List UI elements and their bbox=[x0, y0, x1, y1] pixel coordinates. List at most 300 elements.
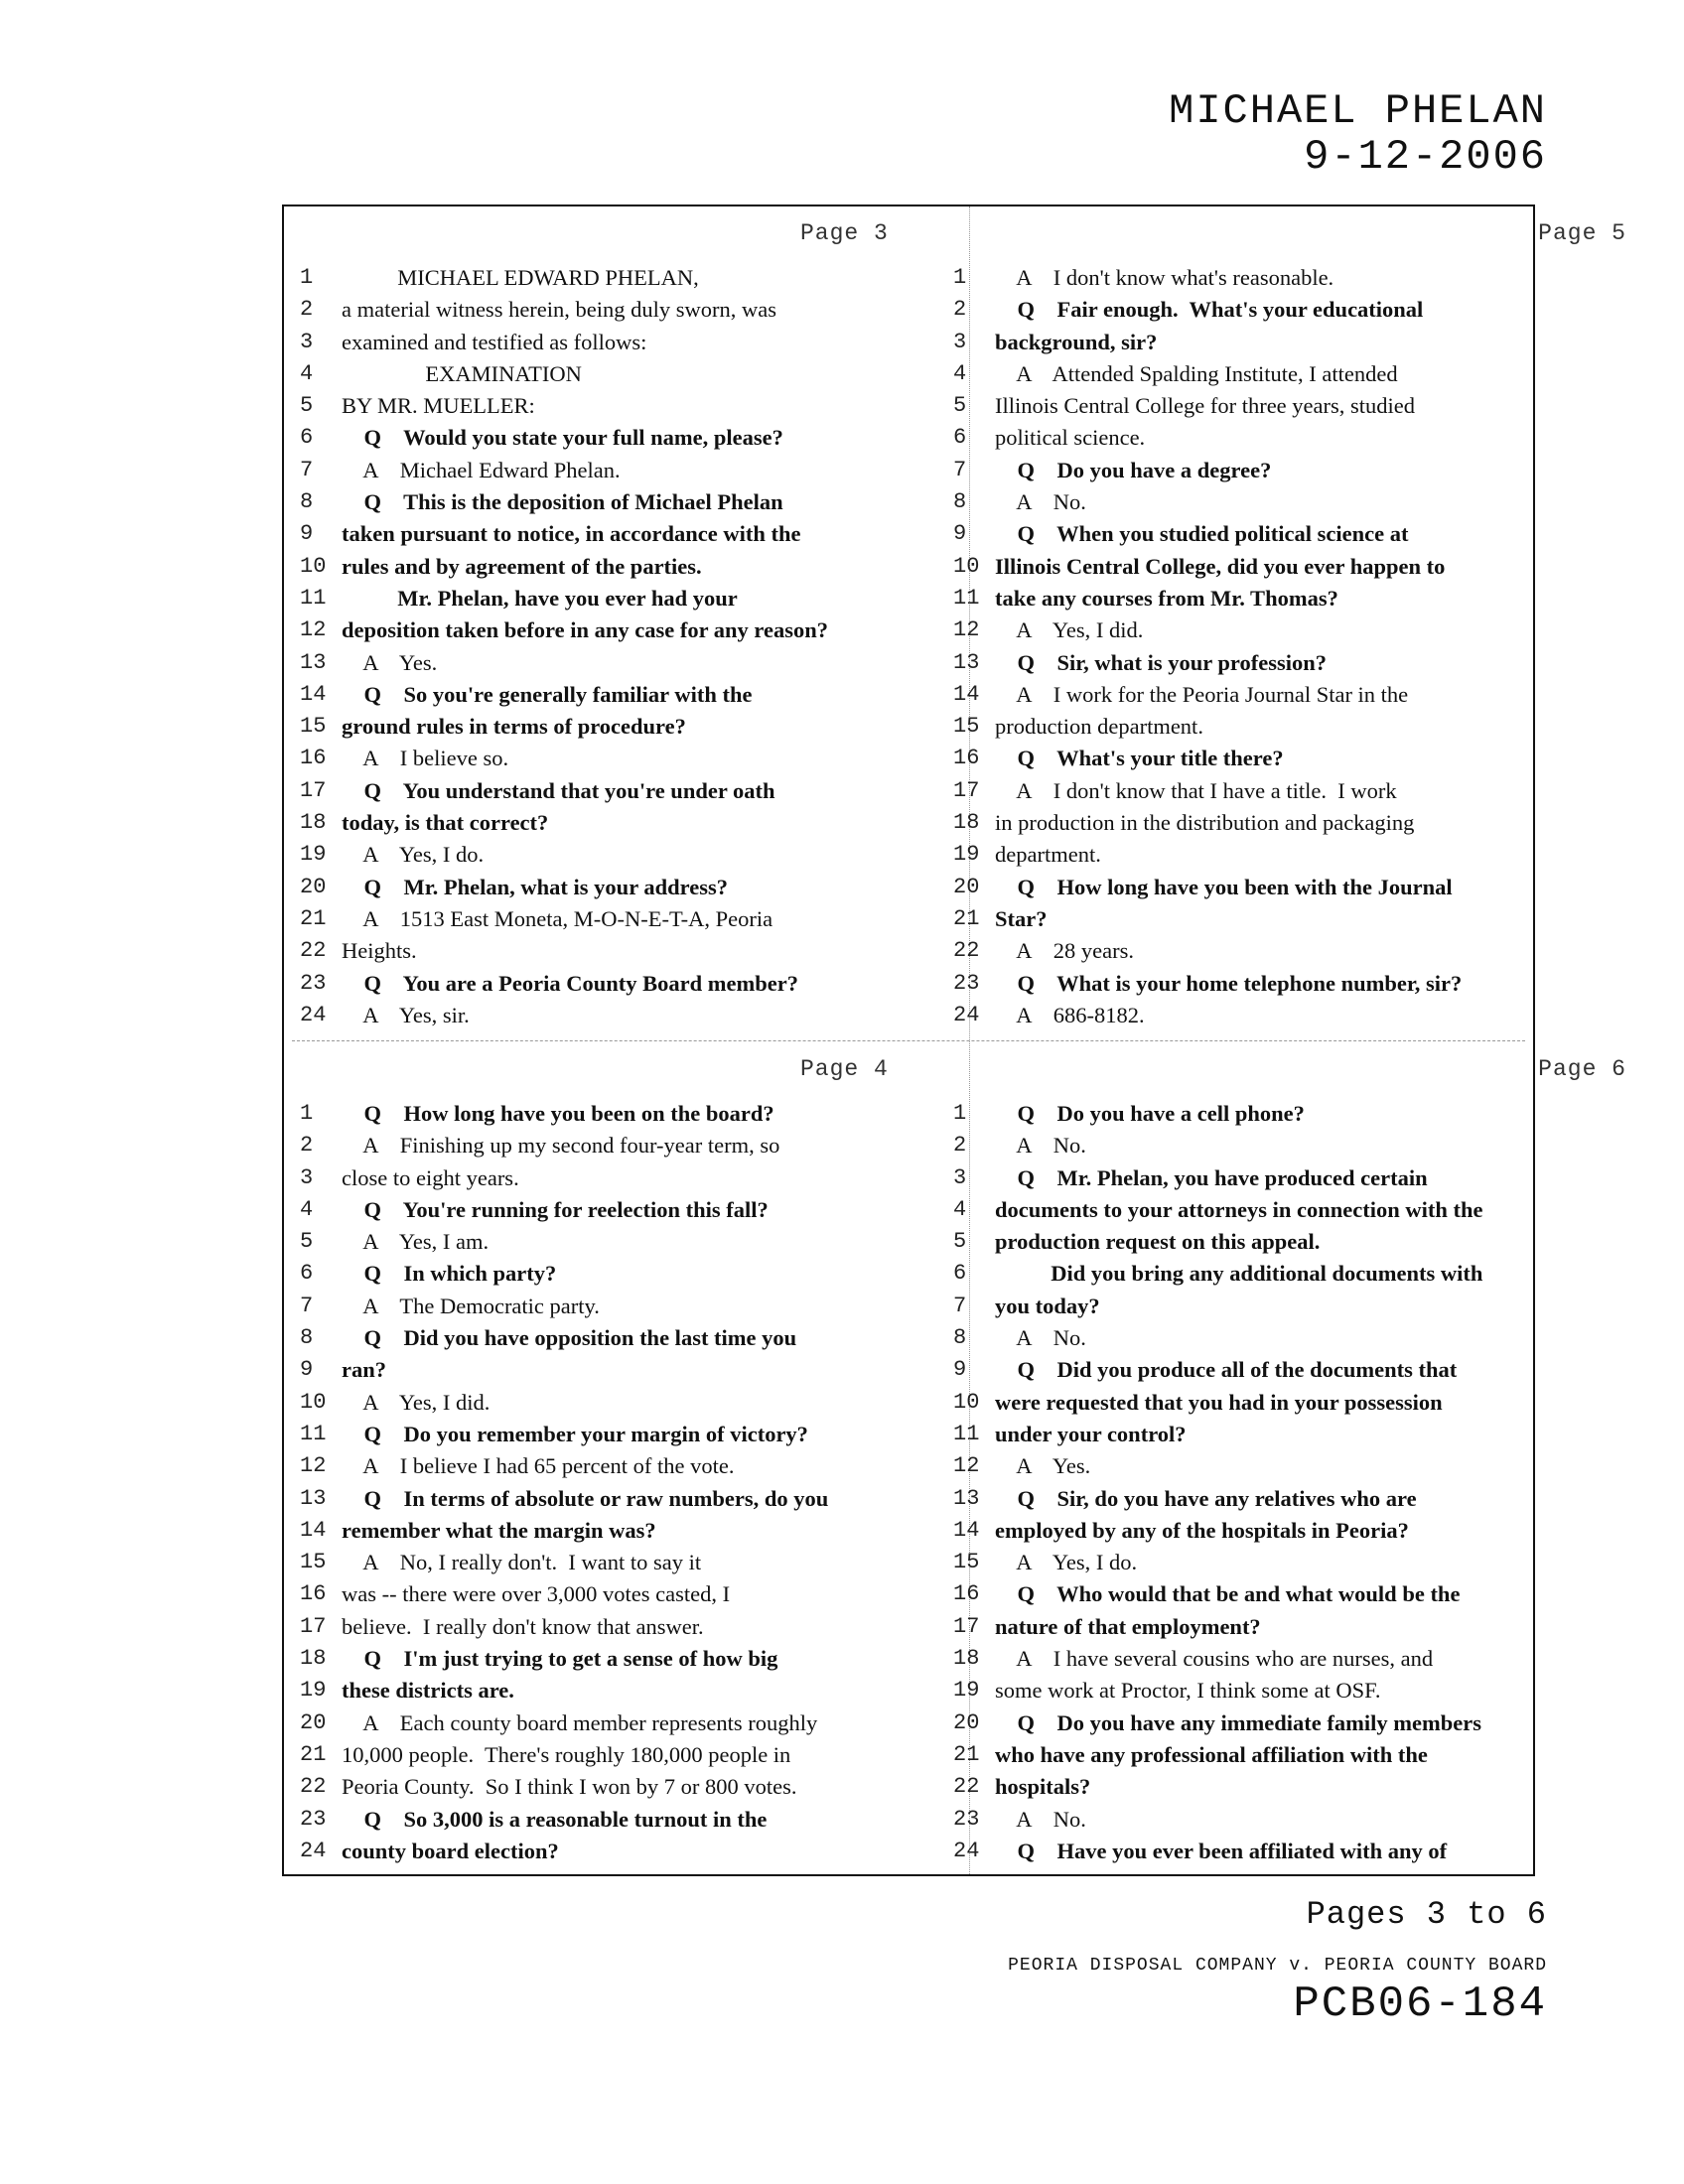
transcript-line bbox=[284, 1322, 910, 1354]
line-number: 8 bbox=[953, 489, 967, 515]
question-text: ground rules in terms of procedure? bbox=[342, 714, 686, 740]
transcript-line bbox=[284, 743, 910, 774]
transcript-page-6 bbox=[953, 1042, 1626, 1876]
line-number: 23 bbox=[953, 970, 980, 996]
transcript-line bbox=[953, 1675, 1591, 1706]
line-number: 15 bbox=[300, 1550, 327, 1575]
line-number: 7 bbox=[953, 1293, 967, 1318]
question-text: Q I'm just trying to get a sense of how big bbox=[342, 1646, 778, 1672]
line-number: 2 bbox=[953, 1133, 967, 1159]
line-number: 13 bbox=[300, 1485, 327, 1511]
transcript-line bbox=[284, 1739, 910, 1771]
question-text: Star? bbox=[995, 905, 1048, 931]
transcript-line bbox=[284, 486, 910, 518]
line-number: 23 bbox=[300, 970, 327, 996]
line-text: A Yes, sir. bbox=[342, 1002, 470, 1027]
transcript-line bbox=[953, 455, 1591, 486]
transcript-line bbox=[953, 1547, 1591, 1578]
transcript-line bbox=[953, 358, 1591, 390]
line-text: A I don't know that I have a title. I work bbox=[995, 777, 1397, 803]
question-text: Q Who would that be and what would be the bbox=[995, 1581, 1461, 1607]
transcript-line bbox=[284, 1387, 910, 1419]
transcript-line bbox=[953, 551, 1591, 583]
transcript-line bbox=[284, 1836, 910, 1867]
line-number: 21 bbox=[300, 905, 327, 931]
transcript-line bbox=[284, 968, 910, 1000]
line-number: 12 bbox=[953, 1453, 980, 1479]
line-text: Peoria County. So I think I won by 7 or 800 votes. bbox=[342, 1774, 797, 1800]
transcript-line bbox=[953, 390, 1591, 422]
question-text: Did you bring any additional documents with bbox=[995, 1261, 1483, 1287]
line-number: 18 bbox=[953, 1646, 980, 1672]
transcript-line bbox=[284, 1611, 910, 1643]
line-number: 4 bbox=[300, 360, 314, 386]
line-number: 3 bbox=[953, 1164, 967, 1190]
line-text: A I believe so. bbox=[342, 746, 509, 771]
question-text: today, is that correct? bbox=[342, 810, 549, 836]
question-text: Q Sir, what is your profession? bbox=[995, 649, 1328, 675]
case-number-footer: PCB06-184 bbox=[1293, 1979, 1547, 2029]
line-text: A No. bbox=[995, 1806, 1086, 1832]
line-text: some work at Proctor, I think some at OSF. bbox=[995, 1678, 1381, 1704]
transcript-line bbox=[284, 518, 910, 550]
question-text: Q So you're generally familiar with the bbox=[342, 681, 753, 707]
line-number: 22 bbox=[953, 938, 980, 964]
question-text: you today? bbox=[995, 1293, 1100, 1318]
transcript-line bbox=[284, 551, 910, 583]
question-text: Q Do you remember your margin of victory? bbox=[342, 1421, 808, 1446]
transcript-line bbox=[284, 935, 910, 967]
question-text: Q Mr. Phelan, you have produced certain bbox=[995, 1164, 1428, 1190]
transcript-line bbox=[284, 647, 910, 679]
question-text: Q Mr. Phelan, what is your address? bbox=[342, 874, 729, 899]
line-number: 11 bbox=[300, 1421, 327, 1446]
transcript-lines bbox=[284, 1098, 910, 1867]
transcript-line bbox=[953, 1130, 1591, 1161]
line-text: A No. bbox=[995, 1133, 1086, 1159]
transcript-line bbox=[953, 839, 1591, 871]
question-text: take any courses from Mr. Thomas? bbox=[995, 585, 1338, 611]
line-number: 1 bbox=[953, 265, 967, 290]
line-text: A Each county board member represents roughly bbox=[342, 1709, 818, 1735]
transcript-line bbox=[953, 1162, 1591, 1194]
transcript-line bbox=[284, 1098, 910, 1130]
line-text: department. bbox=[995, 842, 1101, 868]
line-number: 18 bbox=[953, 810, 980, 836]
line-number: 15 bbox=[953, 1550, 980, 1575]
question-text: who have any professional affiliation with the bbox=[995, 1741, 1428, 1767]
question-text: deposition taken before in any case for any reason? bbox=[342, 617, 829, 643]
line-number: 15 bbox=[953, 714, 980, 740]
line-number: 1 bbox=[300, 1101, 314, 1126]
line-number: 23 bbox=[300, 1806, 327, 1832]
transcript-line bbox=[284, 1258, 910, 1290]
transcript-line bbox=[284, 1130, 910, 1161]
line-text: A I have several cousins who are nurses, and bbox=[995, 1646, 1434, 1672]
line-text: A Attended Spalding Institute, I attended bbox=[995, 360, 1398, 386]
line-number: 16 bbox=[300, 1581, 327, 1607]
question-text: background, sir? bbox=[995, 329, 1158, 354]
line-number: 9 bbox=[953, 1357, 967, 1383]
transcript-line bbox=[953, 679, 1591, 711]
line-number: 4 bbox=[953, 360, 967, 386]
transcript-line bbox=[284, 614, 910, 646]
line-number: 12 bbox=[300, 1453, 327, 1479]
line-text: A Yes, I did. bbox=[342, 1389, 491, 1415]
line-number: 17 bbox=[953, 777, 980, 803]
question-text: taken pursuant to notice, in accordance with the bbox=[342, 521, 801, 547]
transcript-line bbox=[953, 327, 1591, 358]
line-text: production department. bbox=[995, 714, 1203, 740]
question-text: nature of that employment? bbox=[995, 1613, 1261, 1639]
line-text: close to eight years. bbox=[342, 1164, 519, 1190]
line-number: 14 bbox=[953, 681, 980, 707]
line-number: 5 bbox=[953, 393, 967, 419]
question-text: Q Did you produce all of the documents that bbox=[995, 1357, 1458, 1383]
transcript-line bbox=[953, 1098, 1591, 1130]
transcript-line bbox=[953, 1515, 1591, 1547]
transcript-line bbox=[953, 1226, 1591, 1258]
line-text: A 1513 East Moneta, M-O-N-E-T-A, Peoria bbox=[342, 905, 773, 931]
line-number: 5 bbox=[300, 1229, 314, 1255]
transcript-line bbox=[284, 872, 910, 903]
question-text: Q What is your home telephone number, sir? bbox=[995, 970, 1463, 996]
question-text: county board election? bbox=[342, 1838, 559, 1863]
transcript-line bbox=[953, 1194, 1591, 1226]
question-text: production request on this appeal. bbox=[995, 1229, 1321, 1255]
line-text: A Yes, I am. bbox=[342, 1229, 490, 1255]
transcript-line bbox=[284, 294, 910, 326]
question-text: Q Have you ever been affiliated with any of bbox=[995, 1838, 1448, 1863]
transcript-line bbox=[284, 711, 910, 743]
transcript-line bbox=[953, 486, 1591, 518]
question-text: these districts are. bbox=[342, 1678, 514, 1704]
line-number: 14 bbox=[953, 1517, 980, 1543]
transcript-line bbox=[953, 1000, 1591, 1031]
line-number: 22 bbox=[300, 1774, 327, 1800]
line-text: in production in the distribution and packaging bbox=[995, 810, 1415, 836]
line-number: 7 bbox=[953, 457, 967, 482]
line-number: 2 bbox=[300, 1133, 314, 1159]
transcript-line bbox=[284, 1804, 910, 1836]
line-number: 17 bbox=[953, 1613, 980, 1639]
transcript-page-4 bbox=[284, 1042, 910, 1876]
question-text: Q You're running for reelection this fall? bbox=[342, 1196, 769, 1222]
line-number: 4 bbox=[300, 1196, 314, 1222]
question-text: Q Would you state your full name, please? bbox=[342, 425, 783, 451]
line-text: A I don't know what's reasonable. bbox=[995, 265, 1334, 290]
line-text: BY MR. MUELLER: bbox=[342, 393, 535, 419]
line-text: a material witness herein, being duly sworn, was bbox=[342, 297, 777, 323]
line-number: 3 bbox=[300, 329, 314, 354]
transcript-lines bbox=[284, 262, 910, 1031]
line-number: 17 bbox=[300, 1613, 327, 1639]
transcript-line bbox=[953, 711, 1591, 743]
question-text: under your control? bbox=[995, 1421, 1187, 1446]
transcript-line bbox=[284, 358, 910, 390]
transcript-line bbox=[284, 1354, 910, 1386]
transcript-line bbox=[953, 935, 1591, 967]
line-number: 6 bbox=[953, 425, 967, 451]
transcript-page-5 bbox=[953, 206, 1626, 1040]
transcript-line bbox=[953, 1322, 1591, 1354]
transcript-line bbox=[953, 614, 1591, 646]
transcript-line bbox=[284, 1483, 910, 1515]
transcript-line bbox=[284, 390, 910, 422]
transcript-line bbox=[284, 1450, 910, 1482]
line-text: examined and testified as follows: bbox=[342, 329, 647, 354]
transcript-line bbox=[953, 1258, 1591, 1290]
line-text: political science. bbox=[995, 425, 1146, 451]
line-text: A Yes, I did. bbox=[995, 617, 1144, 643]
line-number: 24 bbox=[300, 1002, 327, 1027]
line-number: 3 bbox=[300, 1164, 314, 1190]
transcript-line bbox=[284, 1643, 910, 1675]
transcript-line bbox=[284, 583, 910, 614]
line-number: 3 bbox=[953, 329, 967, 354]
line-number: 11 bbox=[300, 585, 327, 611]
transcript-line bbox=[284, 1162, 910, 1194]
transcript-line bbox=[284, 1547, 910, 1578]
transcript-line bbox=[953, 1611, 1591, 1643]
transcript-line bbox=[953, 807, 1591, 839]
transcript-line bbox=[953, 294, 1591, 326]
question-text: Q Do you have a cell phone? bbox=[995, 1101, 1305, 1126]
line-text: EXAMINATION bbox=[342, 360, 582, 386]
line-number: 19 bbox=[953, 842, 980, 868]
line-number: 17 bbox=[300, 777, 327, 803]
transcript-line bbox=[284, 455, 910, 486]
transcript-line bbox=[284, 262, 910, 294]
deposition-date-header: 9-12-2006 bbox=[1304, 133, 1547, 181]
transcript-line bbox=[953, 422, 1591, 454]
transcript-line bbox=[953, 583, 1591, 614]
question-text: Q Did you have opposition the last time you bbox=[342, 1325, 797, 1351]
row-divider bbox=[292, 1040, 1525, 1041]
line-number: 23 bbox=[953, 1806, 980, 1832]
question-text: Q Do you have a degree? bbox=[995, 457, 1272, 482]
line-number: 9 bbox=[300, 521, 314, 547]
question-text: employed by any of the hospitals in Peoria? bbox=[995, 1517, 1409, 1543]
line-number: 9 bbox=[953, 521, 967, 547]
line-number: 6 bbox=[953, 1261, 967, 1287]
transcript-line bbox=[953, 1450, 1591, 1482]
line-number: 10 bbox=[300, 1389, 327, 1415]
line-number: 22 bbox=[300, 938, 327, 964]
question-text: were requested that you had in your possession bbox=[995, 1389, 1443, 1415]
transcript-line bbox=[953, 1483, 1591, 1515]
page-range-footer: Pages 3 to 6 bbox=[1306, 1896, 1547, 1933]
transcript-frame bbox=[282, 205, 1626, 1876]
question-text: Q What's your title there? bbox=[995, 746, 1284, 771]
line-text: A Yes. bbox=[995, 1453, 1091, 1479]
transcript-page-3 bbox=[284, 206, 910, 1040]
line-number: 11 bbox=[953, 585, 980, 611]
line-number: 2 bbox=[953, 297, 967, 323]
transcript-line bbox=[284, 1291, 910, 1322]
transcript-line bbox=[284, 679, 910, 711]
transcript-line bbox=[953, 1836, 1591, 1867]
transcript-line bbox=[953, 1739, 1591, 1771]
transcript-lines bbox=[953, 262, 1591, 1031]
transcript-line bbox=[284, 1419, 910, 1450]
question-text: rules and by agreement of the parties. bbox=[342, 553, 702, 579]
transcript-line bbox=[953, 968, 1591, 1000]
transcript-line bbox=[953, 872, 1591, 903]
transcript-line bbox=[953, 1707, 1591, 1739]
line-number: 5 bbox=[953, 1229, 967, 1255]
line-text: A I work for the Peoria Journal Star in the bbox=[995, 681, 1409, 707]
transcript-line bbox=[953, 1804, 1591, 1836]
line-number: 19 bbox=[300, 1678, 327, 1704]
line-number: 13 bbox=[300, 649, 327, 675]
line-text: A Yes, I do. bbox=[342, 842, 485, 868]
page-title: Page 4 bbox=[800, 1056, 889, 1082]
question-text: remember what the margin was? bbox=[342, 1517, 656, 1543]
line-text: A Michael Edward Phelan. bbox=[342, 457, 621, 482]
line-number: 12 bbox=[953, 617, 980, 643]
transcript-line bbox=[953, 1387, 1591, 1419]
page-title: Page 6 bbox=[1538, 1056, 1626, 1082]
question-text: Q This is the deposition of Michael Phelan bbox=[342, 489, 783, 515]
line-number: 10 bbox=[300, 553, 327, 579]
question-text: Q Do you have any immediate family members bbox=[995, 1709, 1481, 1735]
question-text: ran? bbox=[342, 1357, 386, 1383]
line-text: Illinois Central College for three years, studied bbox=[995, 393, 1416, 419]
transcript-lines bbox=[953, 1098, 1591, 1867]
question-text: Q When you studied political science at bbox=[995, 521, 1409, 547]
case-caption-footer: PEORIA DISPOSAL COMPANY v. PEORIA COUNTY BOARD bbox=[1008, 1956, 1547, 1976]
question-text: Q You are a Peoria County Board member? bbox=[342, 970, 798, 996]
transcript-line bbox=[953, 518, 1591, 550]
question-text: Q You understand that you're under oath bbox=[342, 777, 775, 803]
question-text: Q So 3,000 is a reasonable turnout in the bbox=[342, 1806, 768, 1832]
transcript-line bbox=[284, 1226, 910, 1258]
transcript-line bbox=[284, 1194, 910, 1226]
line-text: A Yes. bbox=[342, 649, 438, 675]
line-number: 16 bbox=[953, 746, 980, 771]
question-text: Q In which party? bbox=[342, 1261, 557, 1287]
transcript-line bbox=[284, 1515, 910, 1547]
question-text: hospitals? bbox=[995, 1774, 1091, 1800]
line-number: 5 bbox=[300, 393, 314, 419]
line-number: 21 bbox=[953, 905, 980, 931]
transcript-line bbox=[284, 327, 910, 358]
line-number: 10 bbox=[953, 553, 980, 579]
line-number: 16 bbox=[300, 746, 327, 771]
witness-name-header: MICHAEL PHELAN bbox=[1169, 87, 1547, 135]
transcript-line bbox=[953, 743, 1591, 774]
line-number: 8 bbox=[300, 489, 314, 515]
line-text: A I believe I had 65 percent of the vote. bbox=[342, 1453, 735, 1479]
line-number: 18 bbox=[300, 810, 327, 836]
line-number: 8 bbox=[953, 1325, 967, 1351]
transcript-line bbox=[284, 1675, 910, 1706]
line-number: 19 bbox=[300, 842, 327, 868]
transcript-line bbox=[284, 807, 910, 839]
line-number: 7 bbox=[300, 457, 314, 482]
line-number: 24 bbox=[953, 1002, 980, 1027]
question-text: documents to your attorneys in connection with the bbox=[995, 1196, 1483, 1222]
line-number: 13 bbox=[953, 1485, 980, 1511]
transcript-line bbox=[953, 903, 1591, 935]
transcript-line bbox=[953, 647, 1591, 679]
transcript-line bbox=[953, 1578, 1591, 1610]
question-text: Q Fair enough. What's your educational bbox=[995, 297, 1424, 323]
line-text: MICHAEL EDWARD PHELAN, bbox=[342, 265, 699, 290]
line-text: A 28 years. bbox=[995, 938, 1134, 964]
line-number: 14 bbox=[300, 1517, 327, 1543]
line-number: 4 bbox=[953, 1196, 967, 1222]
transcript-line bbox=[953, 1419, 1591, 1450]
line-number: 10 bbox=[953, 1389, 980, 1415]
transcript-line bbox=[953, 1771, 1591, 1803]
line-number: 22 bbox=[953, 1774, 980, 1800]
line-text: A Finishing up my second four-year term, so bbox=[342, 1133, 780, 1159]
line-number: 21 bbox=[953, 1741, 980, 1767]
line-text: was -- there were over 3,000 votes casted, I bbox=[342, 1581, 731, 1607]
line-number: 20 bbox=[300, 874, 327, 899]
transcript-line bbox=[284, 1000, 910, 1031]
transcript-line bbox=[284, 1707, 910, 1739]
transcript-line bbox=[953, 1354, 1591, 1386]
line-number: 16 bbox=[953, 1581, 980, 1607]
line-number: 7 bbox=[300, 1293, 314, 1318]
line-number: 13 bbox=[953, 649, 980, 675]
line-text: 10,000 people. There's roughly 180,000 people in bbox=[342, 1741, 791, 1767]
question-text: Mr. Phelan, have you ever had your bbox=[342, 585, 738, 611]
line-number: 24 bbox=[953, 1838, 980, 1863]
transcript-line bbox=[284, 839, 910, 871]
line-number: 1 bbox=[300, 265, 314, 290]
transcript-line bbox=[953, 775, 1591, 807]
question-text: Q In terms of absolute or raw numbers, do you bbox=[342, 1485, 829, 1511]
line-number: 20 bbox=[300, 1709, 327, 1735]
line-number: 6 bbox=[300, 425, 314, 451]
transcript-line bbox=[284, 422, 910, 454]
question-text: Q How long have you been with the Journal bbox=[995, 874, 1453, 899]
line-number: 11 bbox=[953, 1421, 980, 1446]
line-text: A The Democratic party. bbox=[342, 1293, 600, 1318]
line-text: A Yes, I do. bbox=[995, 1550, 1138, 1575]
line-number: 9 bbox=[300, 1357, 314, 1383]
transcript-line bbox=[284, 903, 910, 935]
transcript-line bbox=[284, 1578, 910, 1610]
question-text: Illinois Central College, did you ever happen to bbox=[995, 553, 1446, 579]
line-number: 2 bbox=[300, 297, 314, 323]
line-number: 8 bbox=[300, 1325, 314, 1351]
question-text: Q How long have you been on the board? bbox=[342, 1101, 774, 1126]
page-title: Page 5 bbox=[1538, 220, 1626, 246]
line-text: A No, I really don't. I want to say it bbox=[342, 1550, 702, 1575]
line-number: 18 bbox=[300, 1646, 327, 1672]
line-text: believe. I really don't know that answer. bbox=[342, 1613, 704, 1639]
page-title: Page 3 bbox=[800, 220, 889, 246]
transcript-line bbox=[953, 1291, 1591, 1322]
line-number: 14 bbox=[300, 681, 327, 707]
line-number: 20 bbox=[953, 874, 980, 899]
line-number: 20 bbox=[953, 1709, 980, 1735]
line-number: 24 bbox=[300, 1838, 327, 1863]
line-text: Heights. bbox=[342, 938, 417, 964]
line-text: A No. bbox=[995, 489, 1086, 515]
transcript-line bbox=[284, 775, 910, 807]
transcript-line bbox=[953, 262, 1591, 294]
line-text: A 686-8182. bbox=[995, 1002, 1145, 1027]
line-number: 19 bbox=[953, 1678, 980, 1704]
line-text: A No. bbox=[995, 1325, 1086, 1351]
line-number: 12 bbox=[300, 617, 327, 643]
